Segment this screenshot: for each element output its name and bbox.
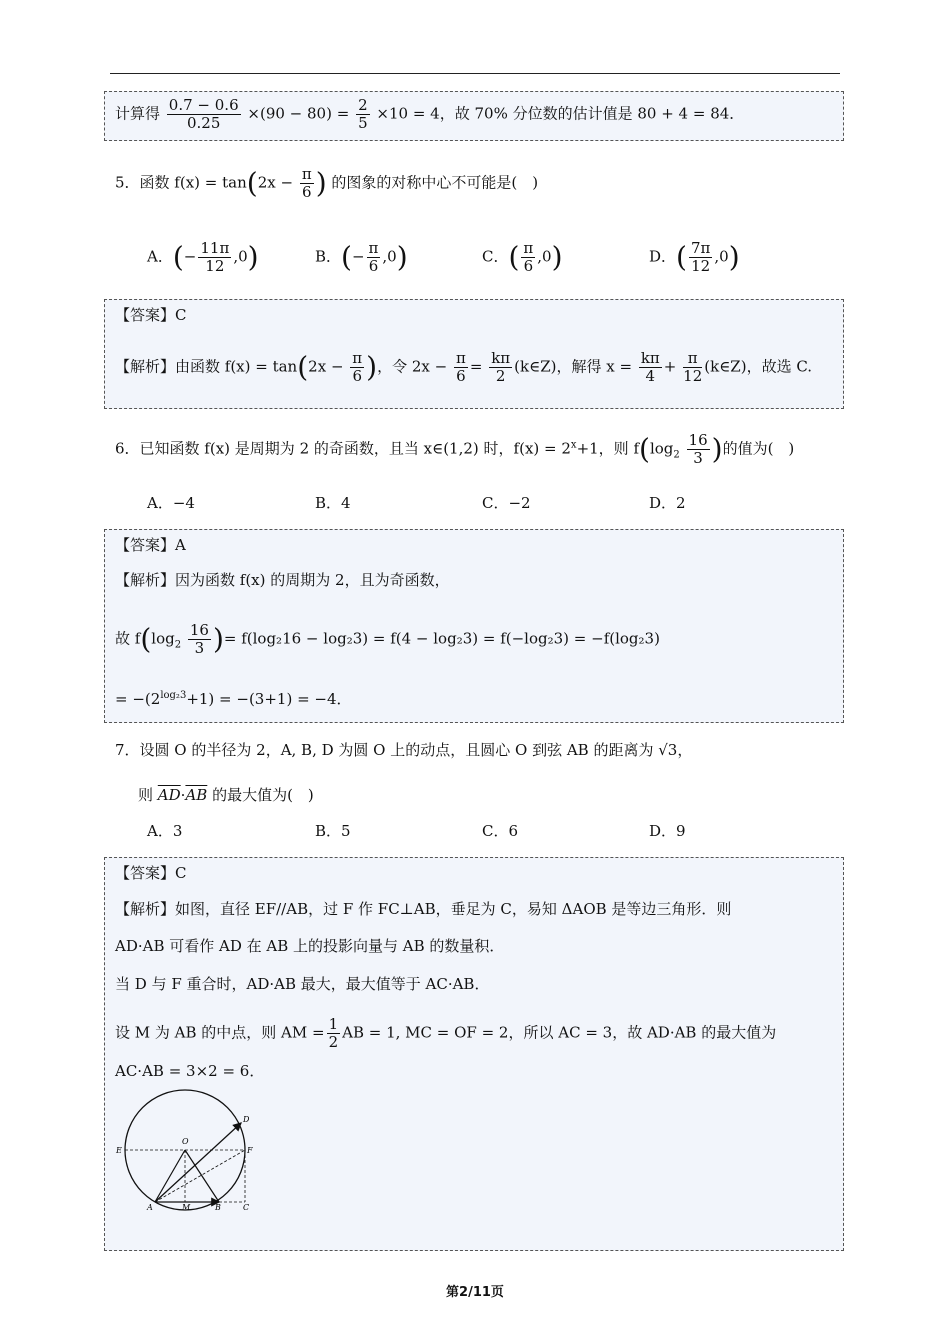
q5-solution: 【解析】由函数 f(x) = tan(2x − $\frac{\pi}{6}$ )，令 2x − $\frac{\pi}{6}$ = $\frac{k\pi}{2}$ (k∈Z)，解得 x = $\frac{k\pi}{4}$ + $\frac{\pi}{12}$ (k∈Z)，故选 C.: [115, 349, 813, 385]
label-f: F: [247, 1146, 253, 1155]
q5-stem: 5．函数 f(x) = tan(2x − $\frac{\pi}{6}$ ) 的图象的对称中心不可能是( ): [115, 165, 539, 201]
label-e: E: [116, 1146, 122, 1155]
label-d: D: [243, 1115, 250, 1124]
q6-solution-3: = $-(2^{log_23}+1) = -(3+1) = -4$．: [115, 690, 352, 708]
q7-option-d[interactable]: D．9: [649, 822, 686, 840]
label-c: C: [243, 1203, 250, 1212]
q5-option-d[interactable]: D．( $\frac{7\pi}{12}$ ,0): [649, 239, 740, 275]
header-rule: [110, 73, 840, 74]
label-a: A: [147, 1203, 153, 1212]
q6-option-a[interactable]: A．−4: [147, 494, 195, 512]
q7-option-b[interactable]: B．5: [315, 822, 351, 840]
q6-solution-2: 故 $f(\log_2$ $\frac{16}{3}$ )= f(log₂16 − log₂3) = f(4 − log₂3) = f(−log₂3) = −f(log₂3): [115, 621, 660, 657]
q7-stem-2: 则 $\overline{AD}\cdot\overline{AB}$ 的最大值为( ): [138, 786, 314, 804]
q6-answer: 【答案】A: [115, 536, 186, 554]
fraction: $\frac{2}{5}$: [358, 96, 368, 132]
q6-option-c[interactable]: C．−2: [482, 494, 531, 512]
fraction: $\frac{0.7 - 0.6}{0.25}$: [168, 96, 239, 132]
label-o: O: [182, 1137, 189, 1146]
q5-option-a[interactable]: A．(− $\frac{11\pi}{12}$ ,0): [147, 239, 259, 275]
q7-answer: 【答案】C: [115, 864, 187, 882]
segment-af: [155, 1150, 245, 1202]
q5-option-b[interactable]: B．(− $\frac{\pi}{6}$ ,0): [315, 239, 408, 275]
q6-option-d[interactable]: D．2: [649, 494, 686, 512]
label-m: M: [182, 1203, 191, 1212]
q7-solution-3: 当 D 与 F 重合时，AD·AB 最大，最大值等于 AC·AB．: [115, 975, 490, 993]
q7-option-a[interactable]: A．3: [147, 822, 183, 840]
vector-ad: [155, 1123, 241, 1202]
page-footer: 第2/11页: [446, 1285, 504, 1300]
circle-diagram: [113, 1086, 263, 1216]
label-b: B: [215, 1203, 221, 1212]
segment-ob: [185, 1150, 219, 1202]
q6-solution-box: [104, 529, 844, 723]
q7-solution-1: 【解析】如图，直径 EF//AB，过 F 作 FC⊥AB，垂足为 C，易知 ΔAOB 是等边三角形．则: [115, 900, 732, 918]
q7-solution-4: 设 M 为 AB 的中点，则 AM = $\frac{1}{2}$ AB = 1, MC = OF = 2，所以 AC = 3，故 AD·AB 的最大值为: [115, 1015, 777, 1051]
q5-answer: 【答案】C: [115, 306, 187, 324]
prev-solution-line: 计算得 $\frac{0.7 - 0.6}{0.25}$ ×(90 − 80) = $\frac{2}{5}$ ×10 = 4，故 70% 分位数的估计值是 80 + 4 = 84．: [115, 96, 745, 132]
q6-stem: 6．已知函数 f(x) 是周期为 2 的奇函数，且当 x∈(1,2) 时，$f(x) = 2^x+1$，则 $f(\log_2$ $\frac{16}{3}$ )的值为( ): [115, 431, 795, 467]
q7-solution-2: AD·AB 可看作 AD 在 AB 上的投影向量与 AB 的数量积．: [115, 937, 505, 955]
q5-solution-box: [104, 299, 844, 409]
q6-option-b[interactable]: B．4: [315, 494, 351, 512]
q5-option-c[interactable]: C．( $\frac{\pi}{6}$ ,0): [482, 239, 563, 275]
q6-solution-1: 【解析】因为函数 f(x) 的周期为 2，且为奇函数，: [115, 571, 450, 589]
q7-stem-1: 7．设圆 O 的半径为 2，A, B, D 为圆 O 上的动点，且圆心 O 到弦 AB 的距离为 √3，: [115, 741, 693, 759]
q7-option-c[interactable]: C．6: [482, 822, 519, 840]
segment-oa: [155, 1150, 185, 1202]
q7-solution-5: AC·AB = 3×2 = 6．: [115, 1062, 265, 1080]
q7-solution-box: [104, 857, 844, 1251]
prev-solution-box: [104, 91, 844, 141]
